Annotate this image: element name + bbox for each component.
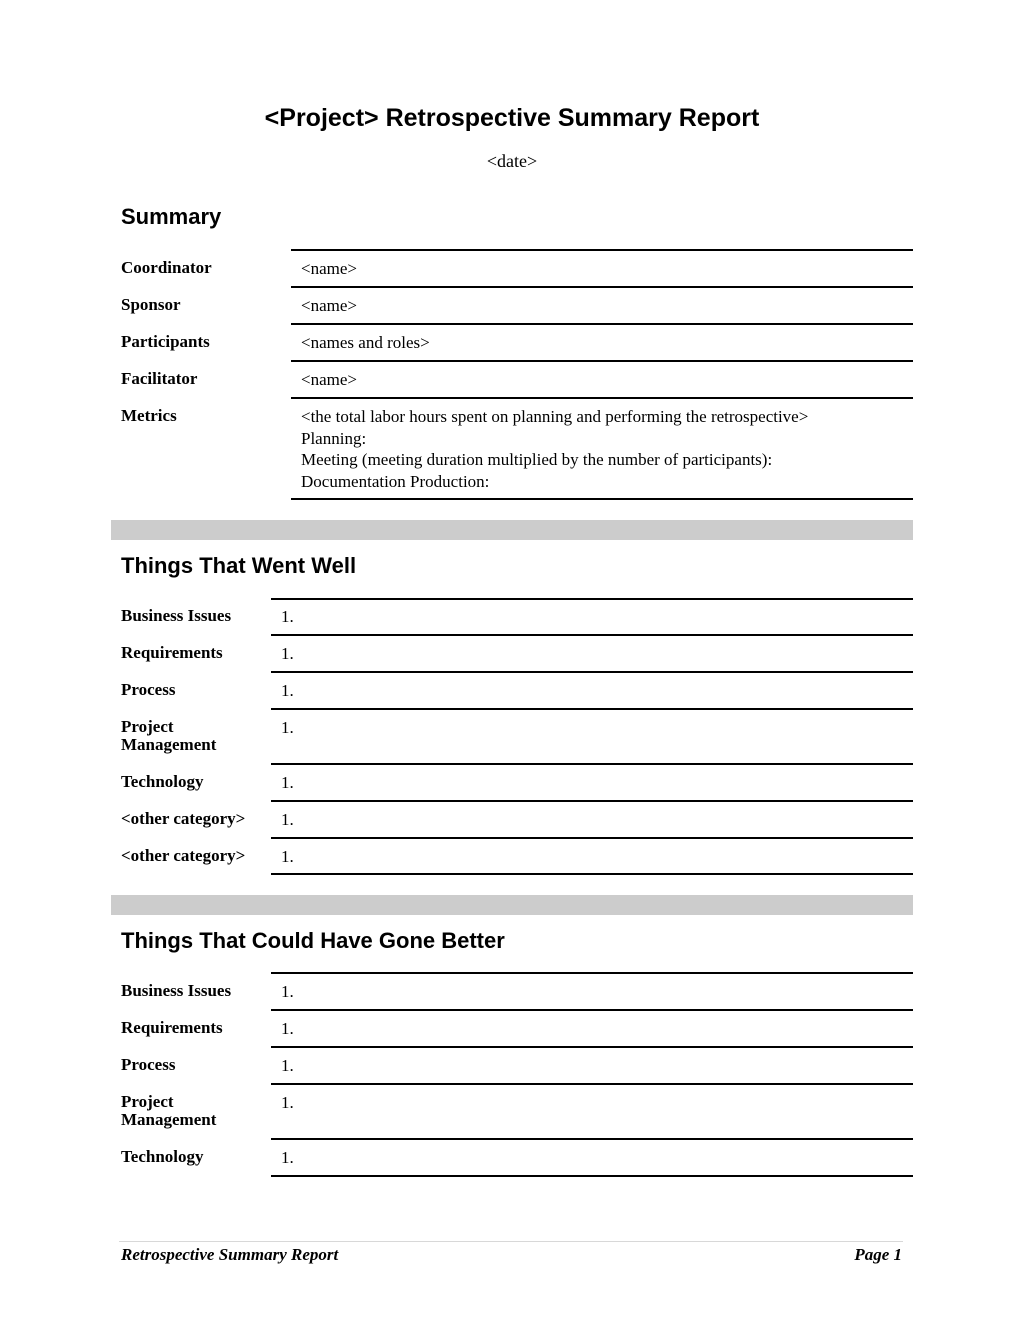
went-well-value: 1.: [281, 810, 294, 829]
gone-better-label: Business Issues: [121, 981, 232, 1000]
gone-better-value: 1.: [281, 1093, 294, 1112]
gone-better-value: 1.: [281, 1019, 294, 1038]
gone-better-value: 1.: [281, 1056, 294, 1075]
gone-better-label: Management: [121, 1110, 217, 1129]
table-rule: [271, 598, 913, 600]
section-divider: [111, 895, 913, 915]
table-rule: [271, 800, 913, 802]
table-rule: [271, 763, 913, 765]
went-well-heading: Things That Went Well: [121, 553, 357, 578]
table-rule: [271, 972, 913, 974]
table-rule: [271, 1175, 913, 1177]
summary-label-participants: Participants: [121, 332, 210, 351]
went-well-label: Technology: [121, 772, 204, 791]
went-well-label: Project: [121, 717, 174, 736]
table-rule: [271, 634, 913, 636]
summary-value-participants: <names and roles>: [301, 333, 430, 352]
gone-better-label: Requirements: [121, 1018, 223, 1037]
table-rule: [291, 323, 913, 325]
went-well-label: Management: [121, 735, 217, 754]
went-well-label: Requirements: [121, 643, 223, 662]
table-rule: [271, 708, 913, 710]
table-rule: [291, 397, 913, 399]
went-well-label: <other category>: [121, 846, 246, 865]
gone-better-value: 1.: [281, 1148, 294, 1167]
footer-rule: [119, 1241, 903, 1242]
table-rule: [271, 671, 913, 673]
document-date: <date>: [486, 151, 538, 171]
table-rule: [291, 249, 913, 251]
section-divider: [111, 520, 913, 540]
summary-label-facilitator: Facilitator: [121, 369, 198, 388]
summary-metrics-line: <the total labor hours spent on planning and performing the retrospective>: [301, 407, 809, 426]
gone-better-heading: Things That Could Have Gone Better: [121, 928, 505, 953]
table-rule: [271, 1046, 913, 1048]
footer-title: Retrospective Summary Report: [121, 1245, 339, 1264]
table-rule: [291, 498, 913, 500]
gone-better-label: Technology: [121, 1147, 204, 1166]
summary-metrics-line: Planning:: [301, 428, 367, 448]
summary-label-metrics: Metrics: [121, 406, 177, 425]
footer-page-number: Page 1: [854, 1245, 902, 1264]
went-well-value: 1.: [281, 607, 294, 626]
summary-metrics-line: Meeting (meeting duration multiplied by the number of participants):: [301, 450, 773, 469]
went-well-label: <other category>: [121, 809, 246, 828]
table-rule: [271, 1009, 913, 1011]
summary-metrics-line: Documentation Production:: [301, 471, 490, 491]
went-well-value: 1.: [281, 681, 294, 700]
gone-better-label: Project: [121, 1092, 174, 1111]
summary-value-sponsor: <name>: [301, 296, 357, 315]
went-well-value: 1.: [281, 847, 294, 866]
summary-value-coordinator: <name>: [301, 259, 357, 278]
table-rule: [271, 837, 913, 839]
summary-value-facilitator: <name>: [301, 370, 357, 389]
went-well-label: Process: [121, 680, 176, 699]
summary-label-coordinator: Coordinator: [121, 258, 212, 277]
went-well-value: 1.: [281, 718, 294, 737]
summary-heading: Summary: [121, 204, 222, 229]
document-title: <Project> Retrospective Summary Report: [264, 104, 760, 132]
table-rule: [291, 360, 913, 362]
table-rule: [271, 1083, 913, 1085]
table-rule: [291, 286, 913, 288]
summary-label-sponsor: Sponsor: [121, 295, 181, 314]
went-well-label: Business Issues: [121, 606, 232, 625]
table-rule: [271, 1138, 913, 1140]
table-rule: [271, 873, 913, 875]
gone-better-label: Process: [121, 1055, 176, 1074]
went-well-value: 1.: [281, 773, 294, 792]
went-well-value: 1.: [281, 644, 294, 663]
gone-better-value: 1.: [281, 982, 294, 1001]
